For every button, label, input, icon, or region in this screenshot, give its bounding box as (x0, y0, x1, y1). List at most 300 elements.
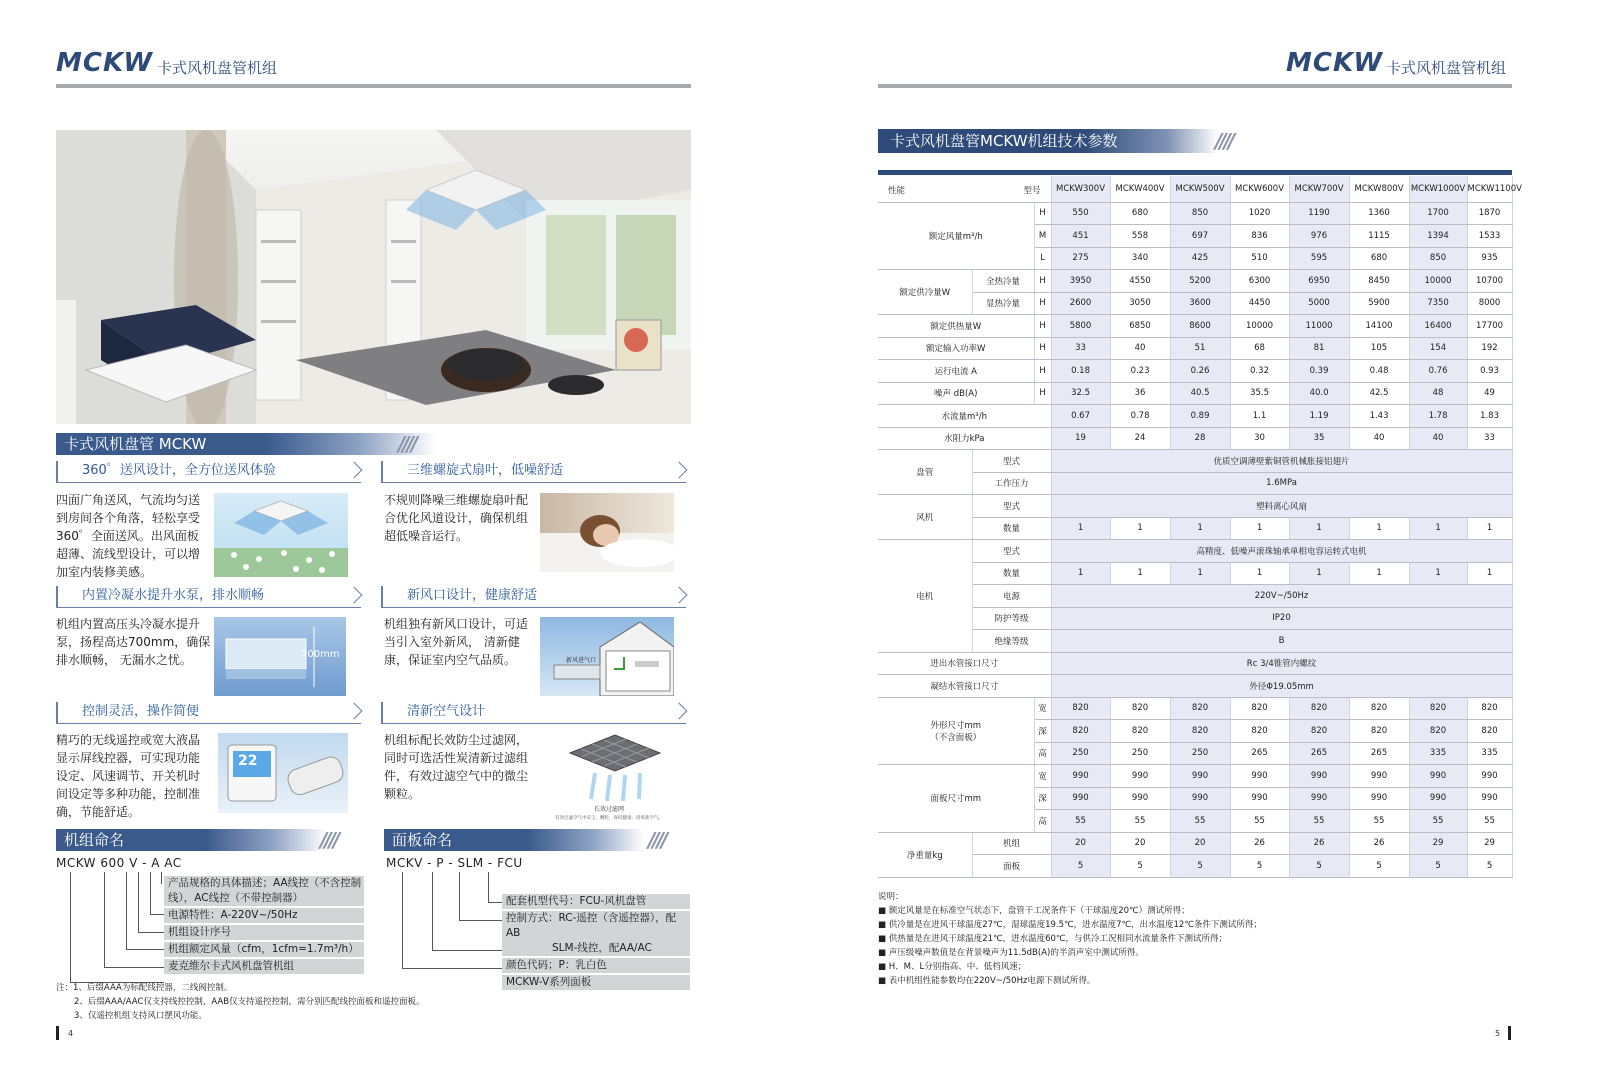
table-row (878, 675, 1512, 698)
value-cell: 0.78 (1110, 405, 1170, 428)
value-cell: 1360 (1349, 202, 1409, 225)
table-row (878, 270, 1512, 293)
left-page-marker (56, 1026, 59, 1040)
value-cell: 510 (1230, 247, 1289, 270)
value-cell: 990 (1230, 765, 1289, 788)
mode-cell: H (1034, 202, 1051, 225)
value-cell: 1 (1467, 517, 1512, 540)
table-row (878, 630, 1512, 653)
value-cell: 1 (1349, 562, 1409, 585)
value-cell: 990 (1110, 787, 1170, 810)
desc-line: 康，保证室内空气品质。 (384, 653, 517, 667)
filter-photo (555, 733, 675, 803)
value-cell: 35.5 (1230, 382, 1289, 405)
value-cell: 820 (1170, 697, 1230, 720)
row-label-cell: 额定供热量W (878, 315, 1034, 338)
table-row (878, 855, 1512, 878)
desc-line: 四面广角送风，气流均匀送 (56, 493, 201, 507)
table-row (878, 382, 1512, 405)
value-cell: 5 (1230, 855, 1289, 878)
feature-6 (381, 702, 686, 724)
value-cell: 5 (1467, 855, 1512, 878)
value-cell: 265 (1289, 742, 1349, 765)
table-row (878, 427, 1512, 450)
spec-band-slashes: //// (1215, 129, 1233, 153)
feature-2 (381, 461, 686, 483)
desc-line: 件，有效过滤空气中的微尘 (384, 769, 529, 783)
desc-line: 颗粒。 (384, 787, 421, 801)
merged-value-cell: 优质空调薄壁紫铜管机械胀接铝翅片 (1051, 450, 1512, 473)
value-cell: 29 (1467, 832, 1512, 855)
panel-naming-item: 颜色代码；P：乳白色 (502, 958, 690, 973)
value-cell: 2600 (1051, 292, 1110, 315)
value-cell: 1 (1110, 562, 1170, 585)
table-row (878, 405, 1512, 428)
value-cell: 11000 (1289, 315, 1349, 338)
value-cell: 935 (1467, 247, 1512, 270)
feature-6-title: 清新空气设计 (381, 702, 686, 724)
value-cell: 55 (1409, 810, 1467, 833)
value-cell: 250 (1170, 742, 1230, 765)
value-cell: 20 (1170, 832, 1230, 855)
value-cell: 340 (1110, 247, 1170, 270)
feature-3-title: 内置冷凝水提升水泵，排水顺畅 (56, 586, 361, 608)
group-label-cell: 盘管 (878, 450, 972, 495)
value-cell: 20 (1110, 832, 1170, 855)
feature-2-desc (384, 491, 539, 545)
value-cell: 990 (1051, 787, 1110, 810)
table-row (878, 607, 1512, 630)
value-cell: 820 (1349, 720, 1409, 743)
left-header-rule (56, 84, 691, 88)
row-label-cell: 水流量m³/h (878, 405, 1051, 428)
feature-1 (56, 461, 361, 483)
airflow-illustration (214, 493, 348, 577)
value-cell: 836 (1230, 225, 1289, 248)
value-cell: 32.5 (1051, 382, 1110, 405)
value-cell: 1.1 (1230, 405, 1289, 428)
value-cell: 4450 (1230, 292, 1289, 315)
value-cell: 265 (1349, 742, 1409, 765)
panel-naming-item: 控制方式：RC-遥控（含遥控器），配AB (502, 911, 690, 941)
feature-5-desc (56, 731, 216, 821)
unit-naming-items (164, 876, 364, 974)
panel-naming-slashes: //// (648, 828, 666, 852)
value-cell: 1533 (1467, 225, 1512, 248)
value-cell: 5000 (1289, 292, 1349, 315)
table-row (878, 562, 1512, 585)
value-cell: 40.0 (1289, 382, 1349, 405)
desc-line: 合优化风道设计，确保机组 (384, 511, 529, 525)
value-cell: 6950 (1289, 270, 1349, 293)
row-label-cell: 额定输入功率W (878, 337, 1034, 360)
controller-display: 22 (238, 753, 258, 769)
unit-naming-item: 麦克维尔卡式风机盘管机组 (164, 959, 364, 974)
sub-label-cell: 型式 (972, 540, 1051, 563)
value-cell: 55 (1349, 810, 1409, 833)
house-illustration (540, 617, 674, 696)
value-cell: 990 (1110, 765, 1170, 788)
value-cell: 154 (1409, 337, 1467, 360)
value-cell: 1700 (1409, 202, 1467, 225)
sub-label-cell: 深 (1034, 787, 1051, 810)
note-line: 2、后缀AAA/AAC仅支持线控控制，AAB仅支持遥控控制，需分别匹配线控面板和遥控面板。 (74, 997, 425, 1007)
value-cell: 49 (1467, 382, 1512, 405)
header-model: 型号 (1023, 186, 1041, 196)
value-cell: 1115 (1349, 225, 1409, 248)
panel-naming-band (384, 829, 644, 851)
value-cell: 55 (1051, 810, 1110, 833)
sub-label-cell: 显热冷量 (972, 292, 1034, 315)
group-label-cell (878, 697, 1034, 765)
feature-5 (56, 702, 361, 724)
value-cell: 0.93 (1467, 360, 1512, 383)
table-row (878, 765, 1512, 788)
explanation-title: 说明： (878, 892, 904, 902)
value-cell: 1.43 (1349, 405, 1409, 428)
mode-cell: H (1034, 270, 1051, 293)
value-cell: 335 (1409, 742, 1467, 765)
value-cell: 33 (1467, 427, 1512, 450)
value-cell: 55 (1467, 810, 1512, 833)
pump-height-label: 700mm (301, 649, 340, 660)
sub-label-cell: 型式 (972, 450, 1051, 473)
value-cell: 820 (1409, 697, 1467, 720)
right-brand-subtitle: 卡式风机盘管机组 (1386, 59, 1507, 77)
table-row (878, 337, 1512, 360)
desc-line: 泵，扬程高达700mm，确保 (56, 635, 211, 649)
feature-5-title: 控制灵活，操作简便 (56, 702, 361, 724)
value-cell: 105 (1349, 337, 1409, 360)
value-cell: 10000 (1230, 315, 1289, 338)
feature-3 (56, 586, 361, 608)
sub-label-cell: 电源 (972, 585, 1051, 608)
table-row (878, 472, 1512, 495)
value-cell: 1 (1051, 517, 1110, 540)
explanation-line: ■ 额定风量是在标准空气状态下，盘管干工况条件下（干球温度20℃）测试所得； (878, 906, 1190, 916)
feature-4 (381, 586, 686, 608)
table-row (878, 517, 1512, 540)
desc-line: 机组独有新风口设计，可适 (384, 617, 529, 631)
value-cell: 28 (1170, 427, 1230, 450)
value-cell: 5 (1051, 855, 1110, 878)
value-cell: 820 (1467, 720, 1512, 743)
value-cell: 35 (1289, 427, 1349, 450)
merged-value-cell: 塑料离心风扇 (1051, 495, 1512, 518)
value-cell: 6300 (1230, 270, 1289, 293)
unit-naming-title: 机组命名 (64, 831, 125, 849)
value-cell: 820 (1289, 697, 1349, 720)
value-cell: 0.32 (1230, 360, 1289, 383)
hero-photo-illustration (56, 130, 691, 424)
value-cell: 0.67 (1051, 405, 1110, 428)
value-cell: 820 (1349, 697, 1409, 720)
value-cell: 558 (1110, 225, 1170, 248)
feature-4-desc (384, 615, 539, 669)
value-cell: 5 (1110, 855, 1170, 878)
table-row (878, 202, 1512, 225)
value-cell: 275 (1051, 247, 1110, 270)
filter-illustration (555, 733, 675, 803)
value-cell: 3950 (1051, 270, 1110, 293)
value-cell: 265 (1230, 742, 1289, 765)
value-cell: 990 (1170, 765, 1230, 788)
desc-line: 同时可选活性炭清新过滤组 (384, 751, 529, 765)
panel-naming-item: 配套机型代号：FCU-风机盘管 (502, 894, 690, 909)
value-cell: 42.5 (1349, 382, 1409, 405)
value-cell: 30 (1230, 427, 1289, 450)
panel-naming-title: 面板命名 (392, 831, 453, 849)
sub-label-cell: 深 (1034, 720, 1051, 743)
value-cell: 850 (1409, 247, 1467, 270)
value-cell: 850 (1170, 202, 1230, 225)
value-cell: 4550 (1110, 270, 1170, 293)
feature-6-desc (384, 731, 539, 803)
value-cell: 1 (1051, 562, 1110, 585)
unit-naming-item: 线），AC线控（不带控制器） (164, 891, 364, 906)
explanation-line: ■ 表中机组性能参数均在220V~/50Hz电源下测试所得。 (878, 976, 1096, 986)
value-cell: 5 (1170, 855, 1230, 878)
value-cell: 33 (1051, 337, 1110, 360)
mode-cell: H (1034, 382, 1051, 405)
filter-sublabel: 有效过滤空气中灰尘、颗粒，保持健康、清爽新空气。 (555, 816, 663, 821)
value-cell: 990 (1409, 787, 1467, 810)
value-cell: 990 (1289, 765, 1349, 788)
value-cell: 1 (1409, 517, 1467, 540)
value-cell: 990 (1051, 765, 1110, 788)
value-cell: 5800 (1051, 315, 1110, 338)
value-cell: 1.78 (1409, 405, 1467, 428)
merged-value-cell: 220V~/50Hz (1051, 585, 1512, 608)
value-cell: 8600 (1170, 315, 1230, 338)
left-page-number: 4 (68, 1029, 74, 1038)
mode-cell: L (1034, 247, 1051, 270)
value-cell: 680 (1349, 247, 1409, 270)
fresh-air-inlet-label: 新风进气口 (566, 657, 597, 664)
value-cell: 36 (1110, 382, 1170, 405)
sub-label-cell: 绝缘等级 (972, 630, 1051, 653)
explanation-line: ■ 供热量是在进风干球温度21℃，进水温度60℃，与供冷工况相同水流量条件下测试所得； (878, 934, 1227, 944)
left-brand: MCKW (56, 48, 154, 78)
model-header-cell: MCKW700V (1289, 176, 1349, 202)
value-cell: 6850 (1110, 315, 1170, 338)
table-row (878, 832, 1512, 855)
value-cell: 820 (1409, 720, 1467, 743)
value-cell: 55 (1110, 810, 1170, 833)
controller-photo (218, 733, 348, 813)
value-cell: 19 (1051, 427, 1110, 450)
sub-label-cell: 宽 (1034, 765, 1051, 788)
value-cell: 1 (1289, 517, 1349, 540)
sub-label-cell: 面板 (972, 855, 1051, 878)
value-cell: 1394 (1409, 225, 1467, 248)
value-cell: 8000 (1467, 292, 1512, 315)
value-cell: 1020 (1230, 202, 1289, 225)
merged-value-cell: Rc 3/4锥管内螺纹 (1051, 652, 1512, 675)
group-label-cell: 额定风量m³/h (878, 202, 1034, 270)
value-cell: 451 (1051, 225, 1110, 248)
value-cell: 0.76 (1409, 360, 1467, 383)
pump-photo (214, 617, 346, 696)
product-band-slashes: //// (398, 432, 416, 456)
row-label-cell: 进出水管接口尺寸 (878, 652, 1051, 675)
value-cell: 0.23 (1110, 360, 1170, 383)
value-cell: 1 (1349, 517, 1409, 540)
spec-table-title: 卡式风机盘管MCKW机组技术参数 (890, 132, 1118, 150)
mode-cell: H (1034, 315, 1051, 338)
desc-line: 精巧的无线遥控或宽大液晶 (56, 733, 201, 747)
row-label-cell: 噪声 dB(A) (878, 382, 1034, 405)
left-notes (56, 981, 676, 1023)
value-cell: 81 (1289, 337, 1349, 360)
value-cell: 5 (1409, 855, 1467, 878)
panel-naming-items (502, 894, 690, 990)
value-cell: 48 (1409, 382, 1467, 405)
dims-label-note: （不含面板） (930, 732, 982, 743)
unit-naming-band (56, 829, 326, 851)
value-cell: 990 (1467, 765, 1512, 788)
value-cell: 820 (1110, 697, 1170, 720)
sub-label-cell: 数量 (972, 517, 1051, 540)
row-label-cell: 水阻力kPa (878, 427, 1051, 450)
value-cell: 1.19 (1289, 405, 1349, 428)
table-row (878, 360, 1512, 383)
sub-label-cell: 高 (1034, 742, 1051, 765)
value-cell: 0.48 (1349, 360, 1409, 383)
group-label-cell: 面板尺寸mm (878, 765, 1034, 833)
value-cell: 820 (1230, 697, 1289, 720)
right-header-rule (878, 84, 1512, 88)
value-cell: 550 (1051, 202, 1110, 225)
header-perf: 性能 (888, 186, 906, 196)
table-row (878, 450, 1512, 473)
value-cell: 5 (1289, 855, 1349, 878)
value-cell: 68 (1230, 337, 1289, 360)
sleeping-photo (540, 493, 674, 572)
hero-photo (56, 130, 691, 424)
right-brand: MCKW (1286, 48, 1384, 78)
merged-value-cell: 高精度、低噪声滚珠轴承单相电容运转式电机 (1051, 540, 1512, 563)
airflow-photo (214, 493, 348, 577)
group-label-cell: 额定供冷量W (878, 270, 972, 315)
value-cell: 26 (1349, 832, 1409, 855)
value-cell: 10700 (1467, 270, 1512, 293)
table-row (878, 315, 1512, 338)
value-cell: 820 (1289, 720, 1349, 743)
group-label-cell: 电机 (878, 540, 972, 653)
unit-naming-code: MCKW 600 V - A AC (56, 856, 182, 870)
value-cell: 1 (1170, 517, 1230, 540)
feature-1-desc (56, 491, 211, 581)
table-row (878, 495, 1512, 518)
table-row (878, 697, 1512, 720)
value-cell: 1 (1289, 562, 1349, 585)
desc-line: 360゜全面送风。出风面板 (56, 529, 199, 543)
value-cell: 1190 (1289, 202, 1349, 225)
desc-line: 确，节能舒适。 (56, 805, 141, 819)
right-page-marker (1508, 1026, 1511, 1040)
desc-line: 到房间各个角落，轻松享受 (56, 511, 201, 525)
table-row (878, 652, 1512, 675)
value-cell: 425 (1170, 247, 1230, 270)
spec-table-top-rule (878, 170, 1512, 175)
sub-label-cell: 工作压力 (972, 472, 1051, 495)
value-cell: 0.39 (1289, 360, 1349, 383)
value-cell: 192 (1467, 337, 1512, 360)
desc-line: 加室内装修美感。 (56, 565, 153, 579)
explanation-line: ■ 供冷量是在进风干球温度27℃，湿球温度19.5℃，进水温度7℃，出水温度12℃条件下测试所得； (878, 920, 1262, 930)
value-cell: 40.5 (1170, 382, 1230, 405)
value-cell: 3050 (1110, 292, 1170, 315)
value-cell: 17700 (1467, 315, 1512, 338)
value-cell: 51 (1170, 337, 1230, 360)
fresh-air-photo (540, 617, 674, 696)
value-cell: 5200 (1170, 270, 1230, 293)
value-cell: 1 (1467, 562, 1512, 585)
merged-value-cell: 外径Φ19.05mm (1051, 675, 1512, 698)
right-page-number: 5 (1495, 1029, 1501, 1038)
desc-line: 当引入室外新风， 清新健 (384, 635, 520, 649)
header-perf-model-cell (878, 176, 1051, 202)
spec-table (878, 176, 1522, 878)
sub-label-cell: 宽 (1034, 697, 1051, 720)
product-band (56, 433, 436, 455)
unit-naming-item: 机组设计序号 (164, 925, 364, 940)
value-cell: 1 (1110, 517, 1170, 540)
sub-label-cell: 高 (1034, 810, 1051, 833)
controller-illustration (218, 733, 348, 813)
value-cell: 14100 (1349, 315, 1409, 338)
sub-label-cell: 防护等级 (972, 607, 1051, 630)
desc-line: 排水顺畅， 无漏水之忧。 (56, 653, 192, 667)
feature-3-desc (56, 615, 211, 669)
spec-explanation (878, 890, 1512, 988)
value-cell: 990 (1467, 787, 1512, 810)
table-row (878, 585, 1512, 608)
value-cell: 55 (1289, 810, 1349, 833)
mode-cell: H (1034, 337, 1051, 360)
desc-line: 显示屏线控器，可实现功能 (56, 751, 201, 765)
row-label-cell: 凝结水管接口尺寸 (878, 675, 1051, 698)
value-cell: 990 (1230, 787, 1289, 810)
value-cell: 29 (1409, 832, 1467, 855)
desc-line: 机组内置高压头冷凝水提升 (56, 617, 201, 631)
feature-1-title: 360゜送风设计，全方位送风体验 (56, 461, 361, 483)
desc-line: 机组标配长效防尘过滤网， (384, 733, 529, 747)
explanation-line: ■ 声压级噪声数值是在背景噪声为11.5dB(A)的半消声室中测试所得。 (878, 948, 1144, 958)
merged-value-cell: B (1051, 630, 1512, 653)
value-cell: 20 (1051, 832, 1110, 855)
mode-cell: M (1034, 225, 1051, 248)
value-cell: 976 (1289, 225, 1349, 248)
value-cell: 0.18 (1051, 360, 1110, 383)
value-cell: 1 (1230, 517, 1289, 540)
value-cell: 8450 (1349, 270, 1409, 293)
model-header-cell: MCKW1100V (1467, 176, 1512, 202)
panel-naming-item: MCKW-V系列面板 (502, 975, 690, 990)
note-line: 注：1、后缀AAA为标配线控器，二线阀控制。 (56, 983, 233, 993)
filter-label: 长效过滤网 (594, 806, 625, 813)
value-cell: 990 (1349, 765, 1409, 788)
value-cell: 1 (1409, 562, 1467, 585)
value-cell: 26 (1289, 832, 1349, 855)
value-cell: 7350 (1409, 292, 1467, 315)
sub-label-cell: 全热冷量 (972, 270, 1034, 293)
group-label-cell: 净重量kg (878, 832, 972, 877)
value-cell: 1 (1230, 562, 1289, 585)
value-cell: 55 (1230, 810, 1289, 833)
unit-naming-item: 电源特性：A-220V~/50Hz (164, 908, 364, 923)
